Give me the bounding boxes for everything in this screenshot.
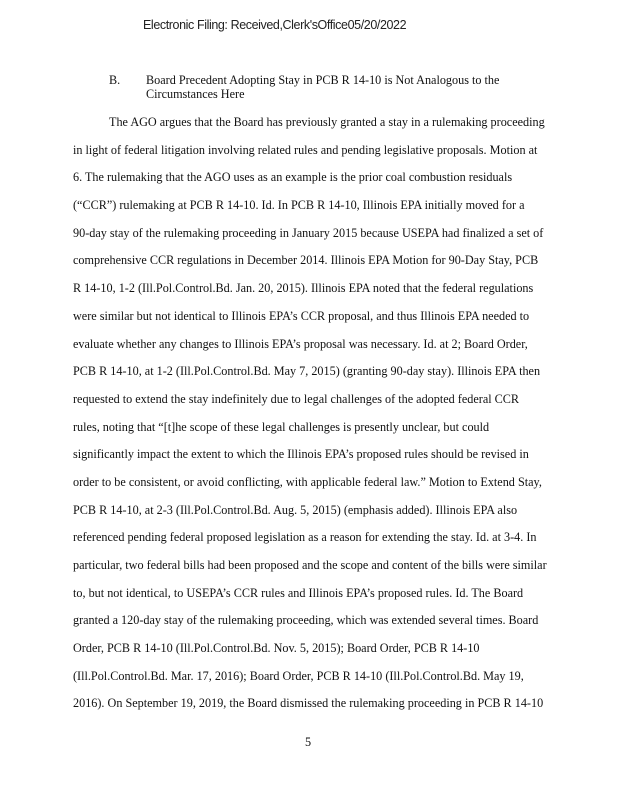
- paragraph-line: The AGO argues that the Board has previously granted a stay in a rulemaking proceeding: [109, 115, 545, 129]
- paragraph-line: in light of federal litigation involving related rules and pending legislative proposals. Motion at: [73, 142, 538, 157]
- paragraph-line: comprehensive CCR regulations in December 2014. Illinois EPA Motion for 90-Day Stay, PCB: [73, 253, 539, 268]
- paragraph-line: referenced pending federal proposed legislation as a reason for extending the stay. Id. at 3-4. In: [73, 530, 537, 545]
- section-title-line: Board Precedent Adopting Stay in PCB R 14-10 is Not Analogous to the: [146, 73, 500, 87]
- paragraph-line: granted a 120-day stay of the rulemaking proceeding, which was extended several times. Board: [73, 613, 539, 628]
- paragraph-line: evaluate whether any changes to Illinois EPA’s proposal was necessary. Id. at 2; Board Order,: [73, 336, 528, 351]
- paragraph-line: rules, noting that “[t]he scope of these legal challenges is presently unclear, but could: [73, 419, 490, 434]
- paragraph-line: (“CCR”) rulemaking at PCB R 14-10. Id. In PCB R 14-10, Illinois EPA initially moved for a: [73, 198, 525, 213]
- paragraph-line: were similar but not identical to Illinois EPA’s CCR proposal, and thus Illinois EPA needed to: [73, 308, 530, 323]
- paragraph-line: order to be consistent, or avoid conflicting, with applicable federal law.” Motion to Extend Stay,: [73, 474, 542, 489]
- section-title: [146, 73, 526, 101]
- filing-stamp-header: Electronic Filing: Received,Clerk'sOffice05/20/2022: [143, 18, 407, 32]
- paragraph-line: Order, PCB R 14-10 (Ill.Pol.Control.Bd. Nov. 5, 2015); Board Order, PCB R 14-10: [73, 641, 480, 656]
- paragraph-line: requested to extend the stay indefinitely due to legal challenges of the adopted federal CCR: [73, 391, 520, 406]
- paragraph-line: (Ill.Pol.Control.Bd. Mar. 17, 2016); Board Order, PCB R 14-10 (Ill.Pol.Control.Bd. May 19,: [73, 668, 524, 683]
- paragraph-line: 90-day stay of the rulemaking proceeding in January 2015 because USEPA had finalized a set of: [73, 225, 544, 240]
- paragraph-line: 6. The rulemaking that the AGO uses as an example is the prior coal combustion residuals: [73, 170, 513, 185]
- page-number-text: 5: [304, 735, 312, 749]
- paragraph-line: particular, two federal bills had been proposed and the scope and content of the bills were similar: [73, 558, 547, 572]
- paragraph-line: R 14-10, 1-2 (Ill.Pol.Control.Bd. Jan. 20, 2015). Illinois EPA noted that the federal regulations: [73, 281, 534, 296]
- paragraph-line: significantly impact the extent to which the Illinois EPA’s proposed rules should be revised in: [73, 447, 529, 462]
- paragraph-line: PCB R 14-10, at 1-2 (Ill.Pol.Control.Bd. May 7, 2015) (granting 90-day stay). Illinois EPA then: [73, 364, 541, 379]
- section-title-line: Circumstances Here: [146, 87, 245, 101]
- paragraph-line: 2016). On September 19, 2019, the Board dismissed the rulemaking proceeding in PCB R 14-10: [73, 696, 544, 711]
- paragraph-line: to, but not identical, to USEPA’s CCR rules and Illinois EPA’s proposed rules. Id. The Board: [73, 585, 524, 600]
- page-number: [0, 735, 618, 750]
- section-letter: B.: [109, 73, 121, 87]
- body-paragraph: [73, 114, 553, 723]
- paragraph-line: PCB R 14-10, at 2-3 (Ill.Pol.Control.Bd. Aug. 5, 2015) (emphasis added). Illinois EPA also: [73, 502, 518, 517]
